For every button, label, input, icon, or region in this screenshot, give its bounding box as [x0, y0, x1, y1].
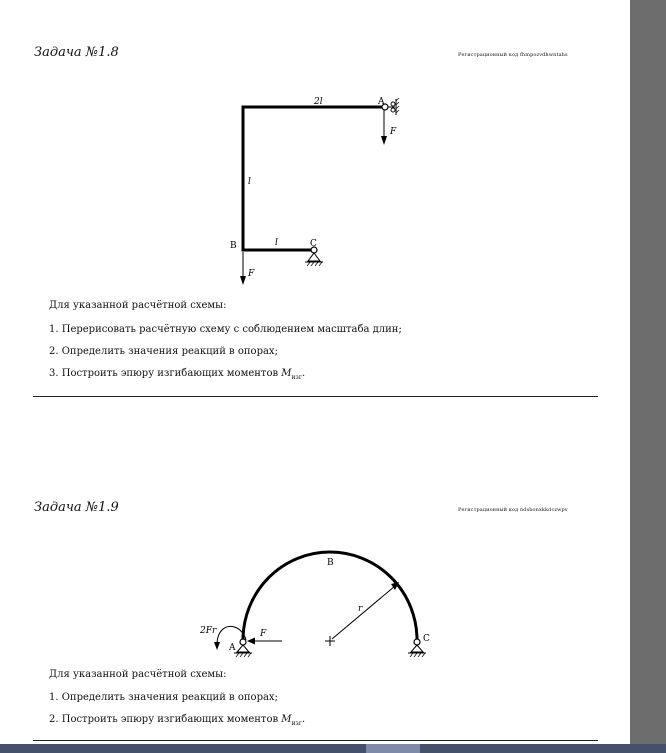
label-point-c: C [423, 634, 430, 644]
registration-code: Регистрационный код ndsbonxkkdczwpv [458, 507, 568, 513]
label-span-top: 2l [314, 97, 323, 107]
horizontal-scrollbar[interactable] [0, 744, 666, 753]
task-item: 2. Определить значения реакций в опорах; [49, 346, 278, 357]
task-item: 1. Определить значения реакций в опорах; [49, 692, 278, 703]
label-span-vertical: l [248, 177, 251, 187]
radius-arrow [332, 586, 395, 639]
moment-subscript: изг [291, 720, 302, 727]
label-span-bottom: l [275, 238, 278, 248]
task-text: 3. Построить эпюру изгибающих моментов [49, 368, 279, 379]
label-moment-a: 2Fr [200, 626, 217, 636]
problem-title: Задача №1.9 [34, 500, 119, 515]
separator-line [33, 740, 598, 741]
scrollbar-thumb[interactable] [366, 744, 420, 753]
label-point-b: B [230, 241, 237, 251]
label-point-a: A [378, 97, 385, 107]
label-force-a: F [390, 127, 397, 137]
label-point-c: C [310, 239, 317, 249]
label-force-b: F [248, 269, 255, 279]
viewer-background [630, 0, 666, 753]
label-force-a: F [260, 629, 267, 639]
moment-subscript: изг [291, 374, 302, 381]
task-item: 1. Перерисовать расчётную схему с соблюдением масштаба длин; [49, 324, 402, 335]
moment-symbol: M [281, 368, 292, 379]
label-point-b: B [327, 558, 334, 568]
task-item-moment [49, 714, 305, 727]
label-point-a: A [229, 643, 236, 653]
task-end: . [301, 714, 306, 725]
task-end: . [301, 368, 306, 379]
task-text: 2. Построить эпюру изгибающих моментов [49, 714, 279, 725]
problem-intro: Для указанной расчётной схемы: [49, 669, 227, 680]
moment-symbol: M [281, 714, 292, 725]
problem-intro: Для указанной расчётной схемы: [49, 300, 227, 311]
problem-title: Задача №1.8 [34, 45, 119, 60]
registration-code: Регистрационный код fhmpozvdhwntahs [458, 52, 568, 58]
label-radius: r [358, 604, 363, 614]
